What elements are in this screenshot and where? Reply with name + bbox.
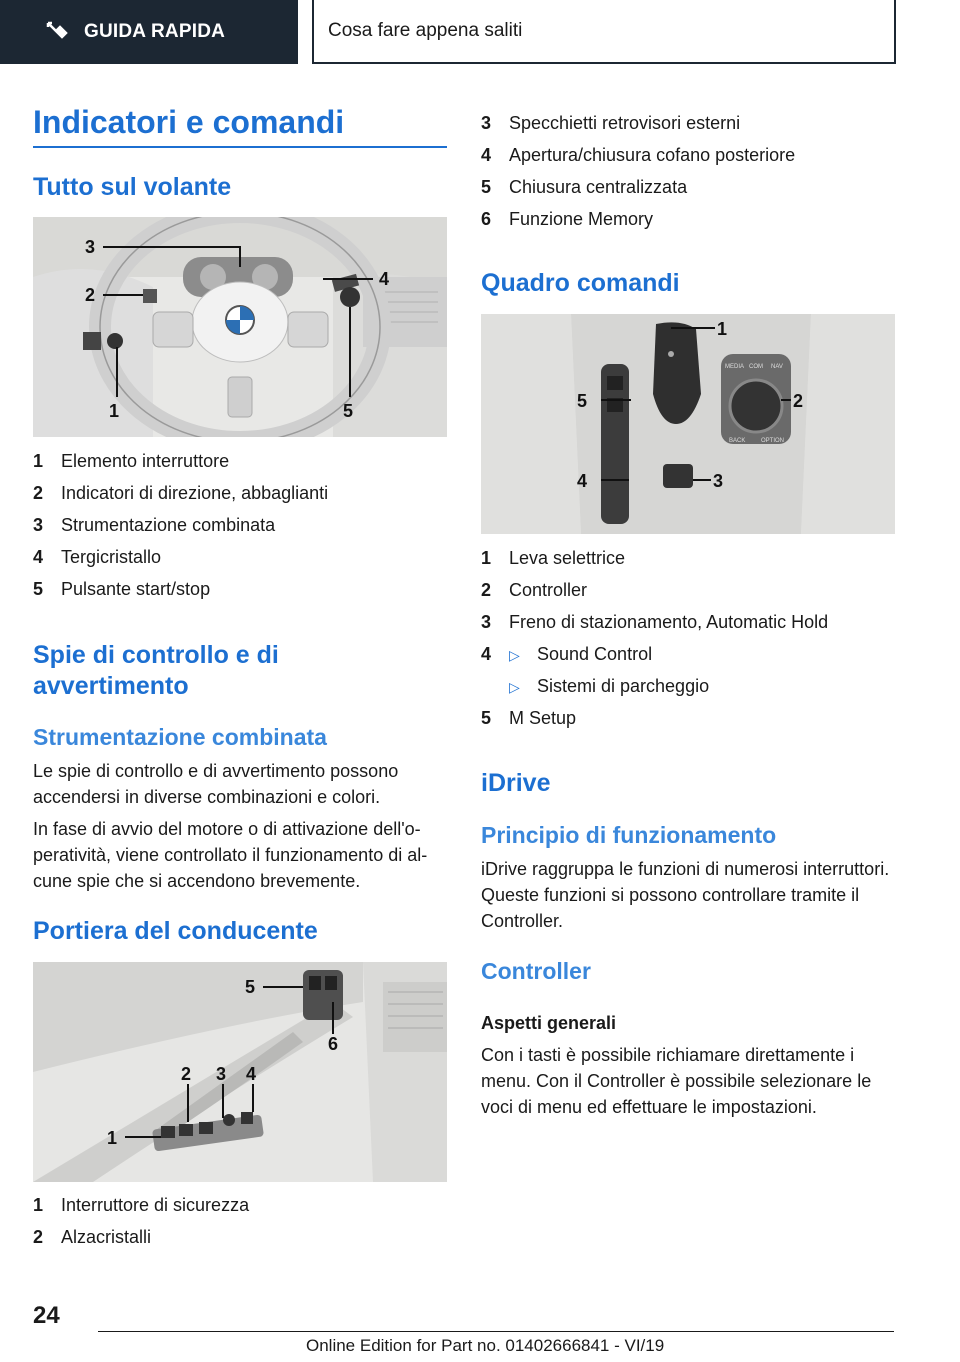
console-callout-2: 2 xyxy=(793,391,804,411)
door-callout-6: 6 xyxy=(328,1034,339,1054)
legend-number: 4 xyxy=(33,547,44,567)
steering-callout-3: 3 xyxy=(85,237,96,257)
legend-text: Tergicristallo xyxy=(61,547,162,567)
footer-edition: Online Edition for Part no. 01402666841 - VI/19 xyxy=(306,1336,665,1355)
legend-number: 2 xyxy=(33,483,44,503)
legend-item xyxy=(481,548,625,569)
legend-text: Elemento interruttore xyxy=(61,451,230,471)
legend-text: Specchietti retrovisori esterni xyxy=(509,113,741,133)
legend-number: 2 xyxy=(33,1227,44,1247)
legend-text: Funzione Memory xyxy=(509,209,654,229)
console-button-option: OPTION xyxy=(761,438,785,444)
legend-item xyxy=(481,209,653,230)
door-heading: Portiera del conducente xyxy=(33,917,318,945)
legend-number: 5 xyxy=(481,177,492,197)
door-callout-5: 5 xyxy=(245,977,256,997)
legend-item xyxy=(481,113,740,134)
legend-text: M Setup xyxy=(509,708,577,728)
warning-subheading: Strumentazione combinata xyxy=(33,724,327,750)
legend-text: Strumentazione combinata xyxy=(61,515,276,535)
warning-para-2: In fase di avvio del motore o di attivazione dell'operatività, viene controllato il funzionamento di alcune spie che si accendono brevemente. xyxy=(33,819,428,891)
legend-text: Alzacristalli xyxy=(61,1227,152,1247)
console-heading: Quadro comandi xyxy=(481,269,680,297)
idrive-subheading: Principio di funzionamento xyxy=(481,822,777,848)
legend-item xyxy=(481,612,828,633)
door-callout-1: 1 xyxy=(107,1128,118,1148)
legend-item xyxy=(481,644,652,665)
steering-callout-1: 1 xyxy=(109,401,120,421)
warning-heading: Spie di controllo e di avvertimento xyxy=(33,641,279,700)
bullet-triangle-icon: ▷ xyxy=(509,647,520,663)
legend-number: 1 xyxy=(33,451,44,471)
console-button-nav: NAV xyxy=(771,364,783,370)
controller-heading: Controller xyxy=(481,958,591,984)
console-button-media: MEDIA xyxy=(725,364,745,370)
console-callout-1: 1 xyxy=(717,319,728,339)
steering-callout-2: 2 xyxy=(85,285,96,305)
steering-wheel-figure xyxy=(33,217,447,437)
legend-text: Apertura/chiusura cofano posteriore xyxy=(509,145,796,165)
console-button-back: BACK xyxy=(729,438,746,444)
steering-callout-5: 5 xyxy=(343,401,354,421)
header-tab-label: GUIDA RAPIDA xyxy=(84,21,226,42)
legend-number: 3 xyxy=(481,113,492,133)
legend-text: Leva selettrice xyxy=(509,548,626,568)
page-title: Indicatori e comandi xyxy=(33,104,345,140)
legend-number: 2 xyxy=(481,580,492,600)
driver-door-figure xyxy=(33,962,447,1182)
legend-item xyxy=(33,1195,249,1216)
legend-text: Freno di stazionamento, Automatic Hold xyxy=(509,612,829,632)
warning-para-1: Le spie di controllo e di avvertimento possono accendersi in diverse combinazioni e colori. xyxy=(33,761,399,807)
legend-number: 4 xyxy=(481,145,492,165)
steering-heading: Tutto sul volante xyxy=(33,173,232,201)
door-callout-2: 2 xyxy=(181,1064,192,1084)
legend-number: 5 xyxy=(481,708,492,728)
legend-number: 4 xyxy=(481,644,492,664)
steering-callout-4: 4 xyxy=(379,269,390,289)
overview-heading: Aspetti generali xyxy=(481,1013,617,1033)
legend-item xyxy=(33,515,275,536)
page-number: 24 xyxy=(33,1302,60,1329)
legend-text: Sound Control xyxy=(537,644,653,664)
legend-item xyxy=(33,1227,151,1248)
title-rule xyxy=(33,146,447,148)
legend-number: 1 xyxy=(33,1195,44,1215)
section-title-text: Cosa fare appena saliti xyxy=(328,20,523,41)
header-section-title xyxy=(312,0,896,64)
legend-number: 3 xyxy=(33,515,44,535)
legend-text: Indicatori di direzione, abbaglianti xyxy=(61,483,329,503)
legend-item xyxy=(481,145,795,166)
idrive-heading: iDrive xyxy=(481,769,551,797)
door-callout-3: 3 xyxy=(216,1064,227,1084)
footer-rule xyxy=(98,1331,894,1332)
legend-item xyxy=(481,580,587,601)
legend-number: 3 xyxy=(481,612,492,632)
console-callout-3: 3 xyxy=(713,471,724,491)
legend-item xyxy=(33,579,210,600)
legend-text: Pulsante start/stop xyxy=(61,579,211,599)
legend-item xyxy=(33,483,328,504)
door-callout-4: 4 xyxy=(246,1064,257,1084)
legend-text: Controller xyxy=(509,580,588,600)
console-callout-5: 5 xyxy=(577,391,588,411)
legend-number: 5 xyxy=(33,579,44,599)
overview-para: Con i tasti è possibile richiamare direttamente i menu. Con il Controller è possibile selezionare le voci di menu ed effettuare le impostazioni. xyxy=(481,1045,872,1117)
legend-item xyxy=(33,451,229,472)
legend-item xyxy=(33,547,161,568)
legend-item xyxy=(481,676,709,697)
bullet-triangle-icon: ▷ xyxy=(509,679,520,695)
legend-item xyxy=(481,708,576,729)
legend-text: Interruttore di sicurezza xyxy=(61,1195,250,1215)
legend-number: 6 xyxy=(481,209,492,229)
header-tab xyxy=(0,0,298,64)
console-callout-4: 4 xyxy=(577,471,588,491)
legend-text: Sistemi di parcheggio xyxy=(537,676,710,696)
legend-text: Chiusura centralizzata xyxy=(509,177,688,197)
legend-item xyxy=(481,177,687,198)
car-key-icon xyxy=(42,17,72,47)
legend-number: 1 xyxy=(481,548,492,568)
console-button-com: COM xyxy=(749,364,763,370)
center-console-figure xyxy=(481,314,895,534)
idrive-para: iDrive raggruppa le funzioni di numerosi interruttori. Queste funzioni si possono controllare tramite il Controller. xyxy=(481,859,890,931)
